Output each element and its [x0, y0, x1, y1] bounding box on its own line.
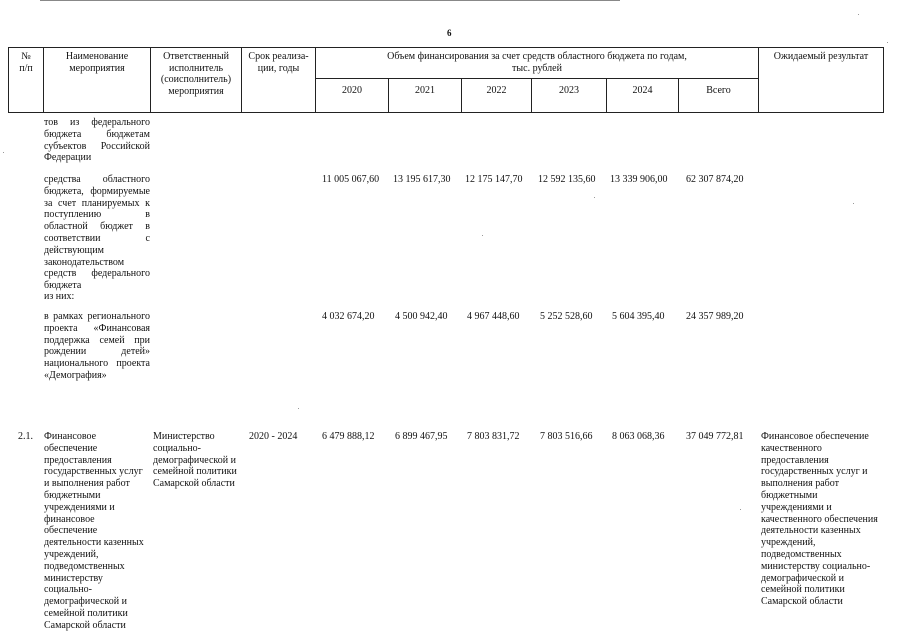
value-2024: 5 604 395,40 [612, 311, 665, 322]
header-responsible: Ответственный исполнитель (соисполнитель) мероприятия [160, 51, 232, 97]
value-2023: 7 803 516,66 [540, 431, 593, 442]
header-no: № п/п [19, 51, 33, 74]
header-result: Ожидаемый результат [773, 51, 869, 62]
scan-speck [298, 408, 299, 409]
page-number: 6 [447, 28, 452, 38]
header-year: 2022 [486, 85, 507, 96]
header-year: 2024 [632, 85, 653, 96]
header-year: 2023 [559, 85, 579, 96]
header-term: Срок реализа- ции, годы [248, 51, 309, 74]
value-2022: 12 175 147,70 [465, 174, 523, 185]
value-total: 62 307 874,20 [686, 174, 744, 185]
header-name: Наименование мероприятия [65, 51, 129, 74]
scan-speck [3, 152, 4, 153]
header-bottom-border [8, 112, 884, 113]
scan-speck [858, 14, 859, 15]
header-mid-border [315, 78, 758, 79]
row-responsible: Министерство социально-демографической и семейной политики Самарской области [153, 431, 237, 490]
header-year: 2021 [415, 85, 435, 96]
row-name: средства областного бюджета, формируемые за счет планируемых к поступлению в областной бюджет в соответствии с действующим законодательством средств федерального бюджета [44, 174, 150, 292]
top-rule [40, 0, 620, 1]
value-2021: 6 899 467,95 [395, 431, 448, 442]
value-2020: 4 032 674,20 [322, 311, 375, 322]
scan-speck [887, 42, 888, 43]
col-border [883, 47, 884, 113]
value-2023: 12 592 135,60 [538, 174, 596, 185]
scan-speck [853, 203, 854, 204]
header-year: 2020 [342, 85, 362, 96]
header-total: Всего [706, 85, 731, 96]
row-term: 2020 - 2024 [249, 431, 298, 442]
value-2024: 13 339 906,00 [610, 174, 668, 185]
row-result: Финансовое обеспечение качественного предоставления государственных услуг и выполнения работ бюджетными учреждениями и качественного обеспечения деятельности казенных учреждений, подведомственных министерству социально-демографической и семейной политики Самарской области [761, 431, 878, 608]
table-header [8, 47, 884, 113]
row-name: в рамках регионального проекта «Финансовая поддержка семей при рождении детей» национального проекта «Демография» [44, 311, 150, 381]
value-2022: 7 803 831,72 [467, 431, 520, 442]
scan-speck [482, 235, 483, 236]
row-number: 2.1. [18, 431, 33, 442]
scan-speck [594, 197, 595, 198]
value-2020: 11 005 067,60 [322, 174, 380, 185]
value-2024: 8 063 068,36 [612, 431, 665, 442]
row-name: Финансовое обеспечение предоставления государственных услуг и выполнения работ бюджетными учреждениями и финансовое обеспечение деятельности казенных учреждений, подведомственных министерству социально-демографической и семейной политики Самарской области [44, 431, 144, 631]
row-name: тов из федерального бюджета бюджетам субъектов Российской Федерации [44, 117, 150, 164]
value-total: 37 049 772,81 [686, 431, 744, 442]
row-name: из них: [44, 291, 75, 302]
scan-speck [740, 509, 741, 510]
value-2021: 4 500 942,40 [395, 311, 448, 322]
value-2023: 5 252 528,60 [540, 311, 593, 322]
value-2021: 13 195 617,30 [393, 174, 451, 185]
value-total: 24 357 989,20 [686, 311, 744, 322]
header-top-border [8, 47, 884, 48]
header-funding: Объем финансирования за счет средств областного бюджета по годам, тыс. рублей [387, 51, 687, 74]
value-2020: 6 479 888,12 [322, 431, 375, 442]
value-2022: 4 967 448,60 [467, 311, 520, 322]
